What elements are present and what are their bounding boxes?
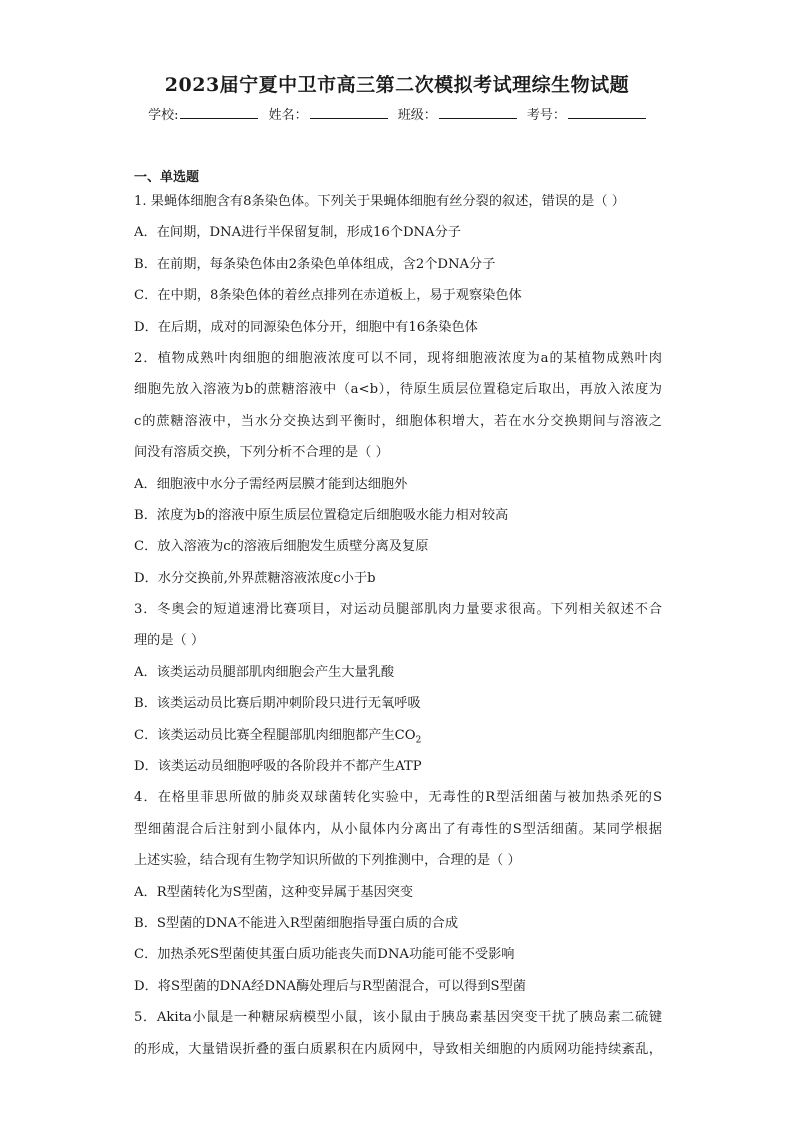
info-field-class[interactable]: 班级：	[398, 104, 517, 123]
option-c[interactable]: C．放入溶液为c的溶液后细胞发生质壁分离及复原	[134, 539, 429, 555]
school-blank[interactable]	[180, 106, 258, 119]
question-stem: 型细菌混合后注射到小鼠体内，从小鼠体内分离出了有毒性的S型活细菌。某同学根据	[134, 821, 662, 837]
question-stem: 1. 果蝇体细胞含有8条染色体。下列关于果蝇体细胞有丝分裂的叙述，错误的是（ ）	[134, 194, 625, 209]
option-a[interactable]: A．该类运动员腿部肌肉细胞会产生大量乳酸	[134, 664, 395, 680]
name-blank[interactable]	[310, 106, 388, 119]
co2-subscript: 2	[415, 735, 422, 746]
question-stem: 细胞先放入溶液为b的蔗糖溶液中（a<b），待原生质层位置稳定后取出，再放入浓度为	[134, 382, 662, 398]
student-info-row	[0, 104, 794, 123]
option-c[interactable]: C．该类运动员比赛全程腿部肌肉细胞都产生$CO_2$	[134, 727, 422, 746]
class-blank[interactable]	[439, 106, 517, 119]
question-2	[134, 343, 662, 594]
option-d[interactable]: D．水分交换前,外界蔗糖溶液浓度c小于b	[134, 570, 376, 586]
option-c[interactable]: C．加热杀死S型菌使其蛋白质功能丧失而DNA功能可能不受影响	[134, 947, 515, 963]
exam-number-blank[interactable]	[568, 106, 646, 119]
option-b[interactable]: B．在前期，每条染色体由2条染色单体组成，含2个DNA分子	[134, 256, 496, 272]
option-d[interactable]: D．该类运动员细胞呼吸的各阶段并不都产生ATP	[134, 759, 422, 775]
option-c[interactable]: C．在中期，8条染色体的着丝点排列在赤道板上，易于观察染色体	[134, 288, 522, 304]
question-4	[134, 782, 662, 1002]
option-b[interactable]: B．S型菌的DNA不能进入R型菌细胞指导蛋白质的合成	[134, 915, 459, 931]
question-stem: 4．在格里菲思所做的肺炎双球菌转化实验中，无毒性的R型活细菌与被加热杀死的S	[134, 790, 662, 806]
section-title: 一、单选题	[134, 170, 200, 185]
question-3	[134, 594, 662, 782]
question-1	[134, 186, 662, 343]
question-stem: 上述实验，结合现有生物学知识所做的下列推测中，合理的是（ ）	[134, 853, 521, 869]
option-a[interactable]: A．R型菌转化为S型菌，这种变异属于基因突变	[134, 884, 414, 900]
option-b[interactable]: B．该类运动员比赛后期冲刺阶段只进行无氧呼吸	[134, 696, 421, 712]
option-d[interactable]: D．在后期，成对的同源染色体分开，细胞中有16条染色体	[134, 319, 478, 335]
question-list	[134, 186, 662, 1065]
option-b[interactable]: B．浓度为b的溶液中原生质层位置稳定后细胞吸水能力相对较高	[134, 507, 509, 523]
info-field-exam-number[interactable]: 考号：	[527, 104, 646, 123]
question-stem: 5．Akita小鼠是一种糖尿病模型小鼠，该小鼠由于胰岛素基因突变干扰了胰岛素二硫键	[134, 1010, 662, 1026]
info-field-name[interactable]: 姓名：	[269, 104, 388, 123]
page-title: 2023届宁夏中卫市高三第二次模拟考试理综生物试题	[164, 74, 630, 96]
question-stem: 的形成，大量错误折叠的蛋白质累积在内质网中，导致相关细胞的内质网功能持续紊乱，	[134, 1041, 662, 1057]
option-d[interactable]: D．将S型菌的DNA经DNA酶处理后与R型菌混合，可以得到S型菌	[134, 978, 526, 994]
info-field-school[interactable]: 学校:	[148, 104, 258, 123]
question-stem: 2．植物成熟叶肉细胞的细胞液浓度可以不同，现将细胞液浓度为a的某植物成熟叶肉	[134, 350, 662, 366]
question-stem: 间没有溶质交换，下列分析不合理的是（ ）	[134, 445, 389, 461]
option-a[interactable]: A．在间期，DNA进行半保留复制，形成16个DNA分子	[134, 225, 461, 241]
question-5	[134, 1002, 662, 1065]
question-stem: 理的是（ ）	[134, 633, 205, 649]
question-stem: c的蔗糖溶液中，当水分交换达到平衡时，细胞体积增大，若在水分交换期间与溶液之	[134, 413, 662, 429]
question-stem: 3．冬奥会的短道速滑比赛项目，对运动员腿部肌肉力量要求很高。下列相关叙述不合	[134, 602, 662, 618]
option-a[interactable]: A．细胞液中水分子需经两层膜才能到达细胞外	[134, 476, 408, 492]
